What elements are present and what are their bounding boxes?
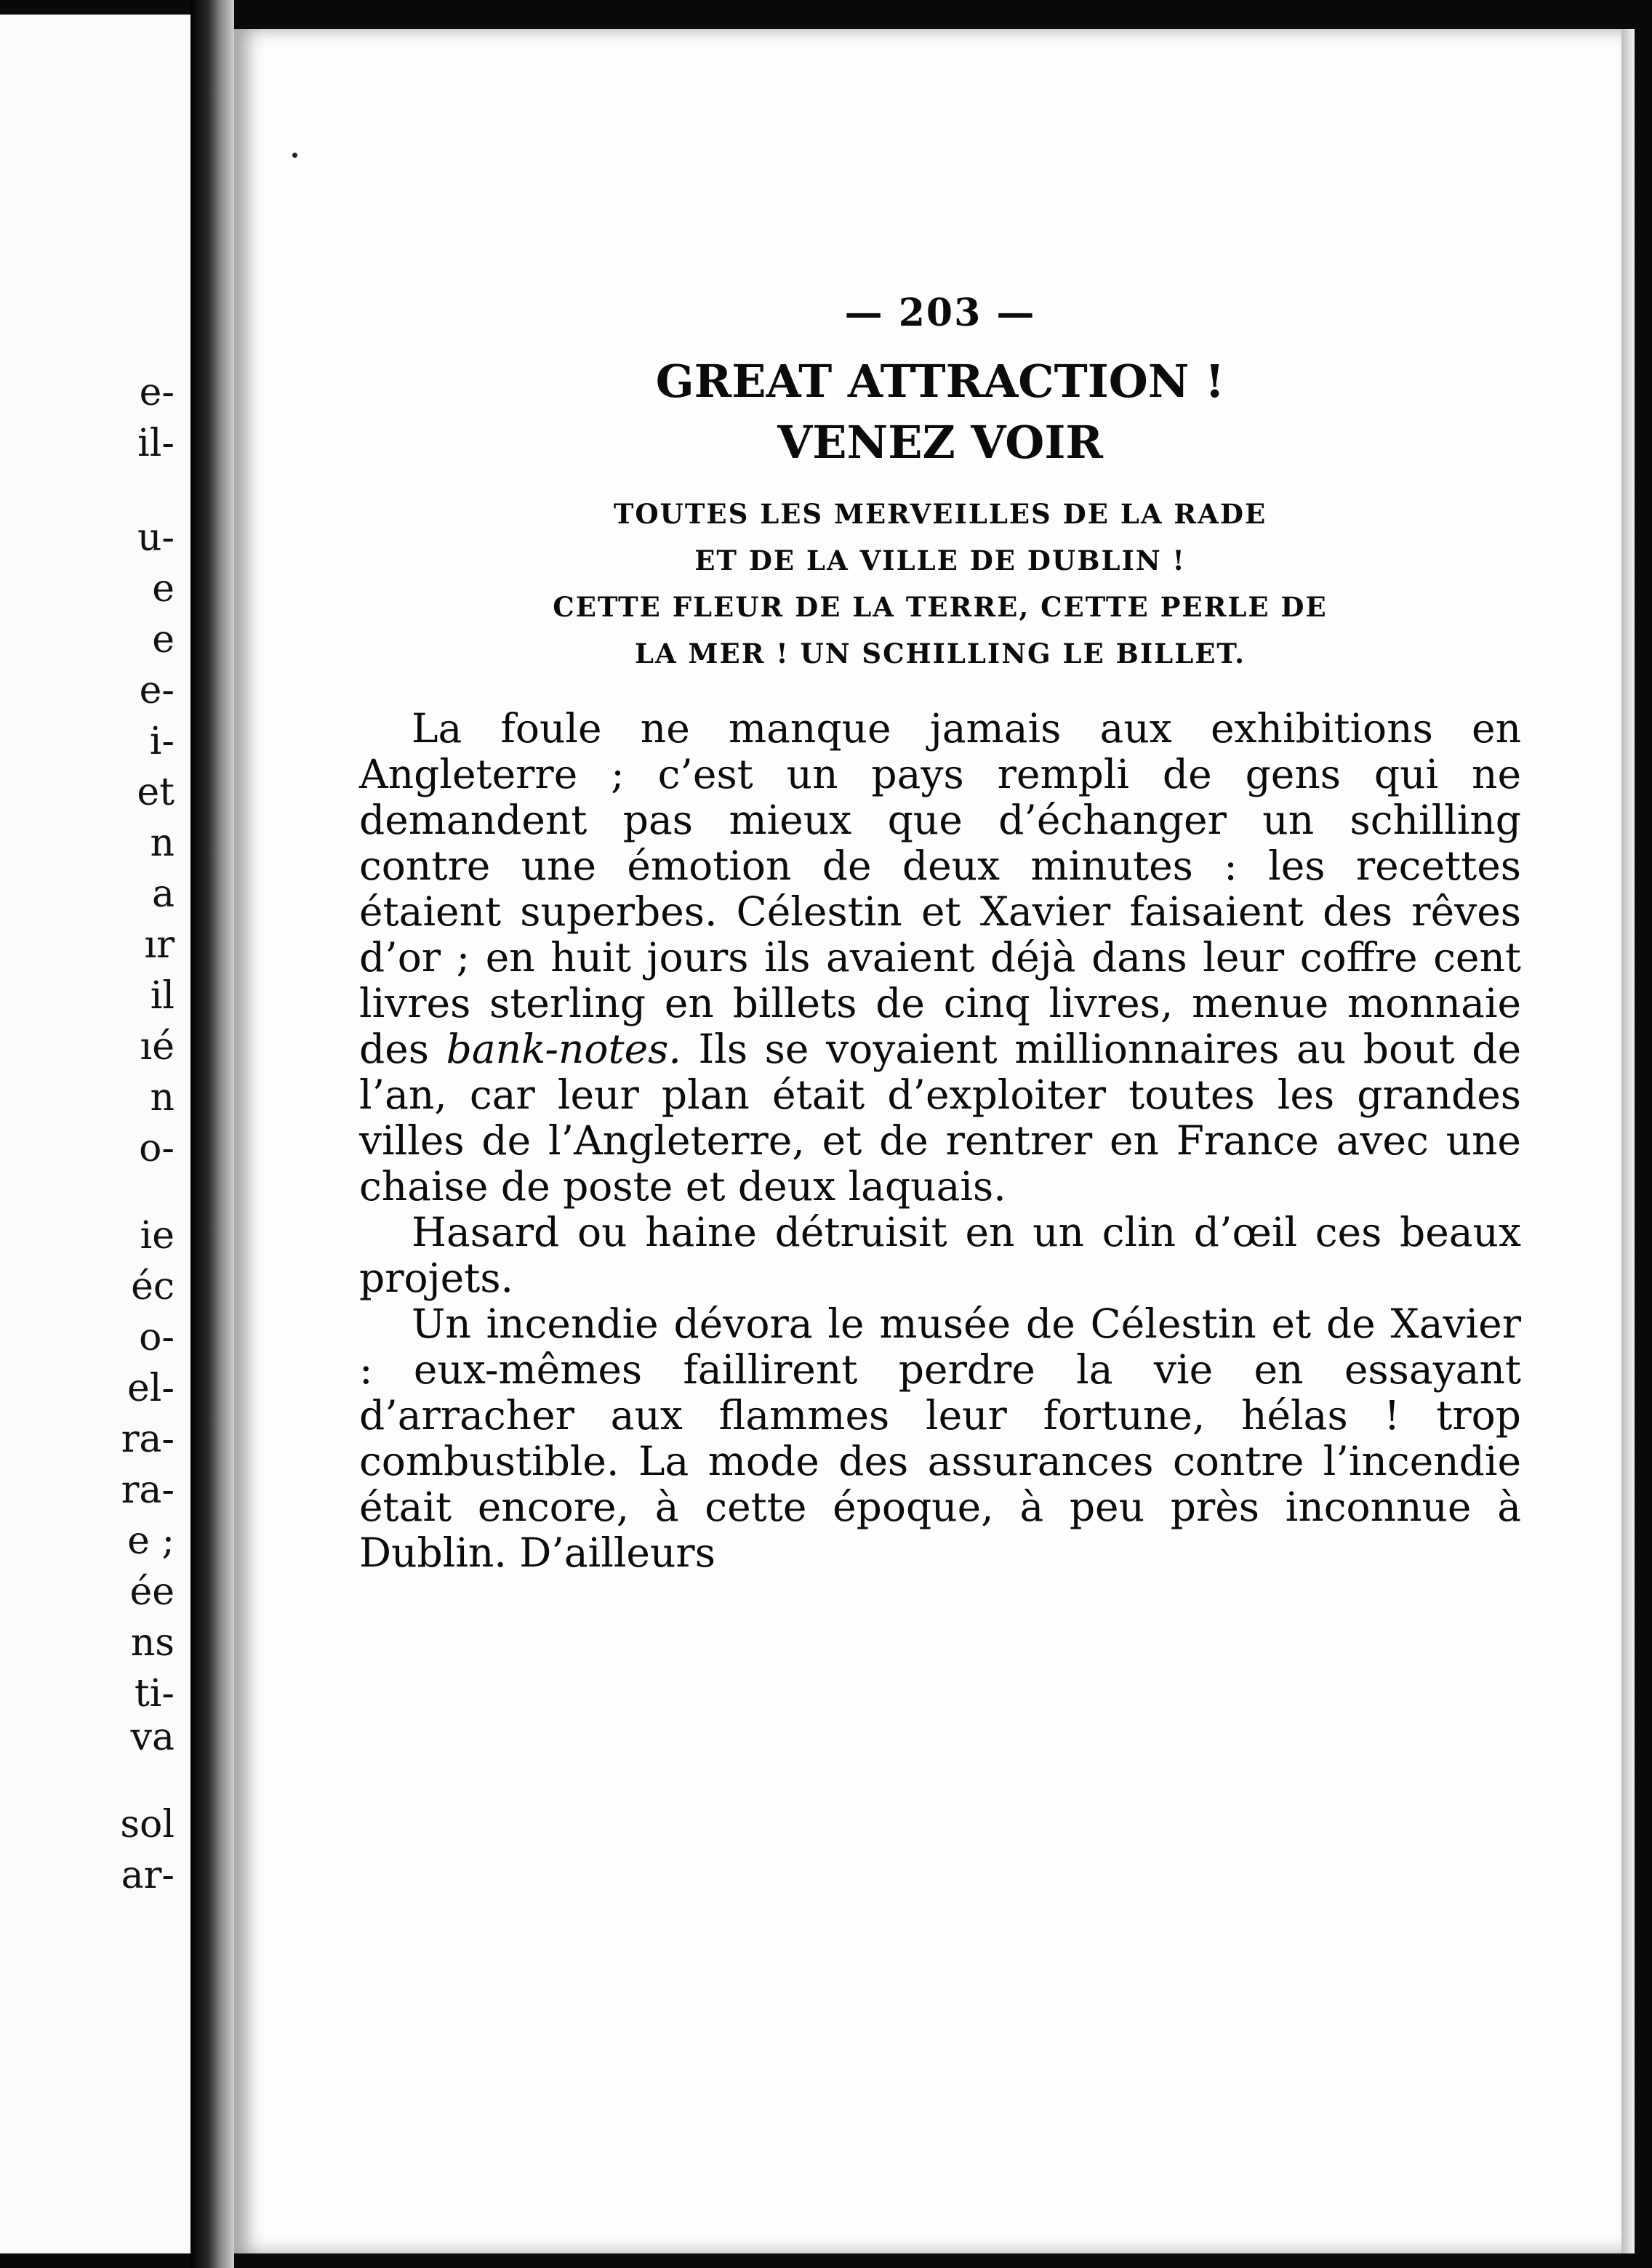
- subheading-line-2: ET DE LA VILLE DE DUBLIN !: [694, 544, 1186, 576]
- left-page-fragment: a: [151, 872, 175, 916]
- page-edge: [1621, 29, 1635, 2253]
- left-page-fragment: n: [150, 821, 175, 865]
- left-page-fragment: ra-: [121, 1418, 175, 1461]
- left-page-fragment: il: [150, 974, 175, 1018]
- book-gutter: [191, 0, 234, 2268]
- paragraph-3: Un incendie dévora le musée de Célestin et de Xavier : eux-mêmes faillirent perdre la vie en essayant d’arracher aux flammes leur fortune, hélas ! trop combustible. La mode des assurances contre l’incendie était encore, à cette époque, à peu près inconnue à Dublin. D’ailleurs: [359, 1300, 1521, 1576]
- page-text-block: [359, 291, 1521, 1576]
- left-page-fragment: ır: [144, 923, 175, 967]
- page-number: — 203 —: [844, 291, 1036, 335]
- left-page-fragment: e ;: [127, 1519, 175, 1563]
- subheading-line-3: CETTE FLEUR DE LA TERRE, CETTE PERLE DE: [553, 591, 1328, 623]
- right-page: [234, 29, 1621, 2253]
- ink-speck: [292, 153, 297, 158]
- left-page-fragment: e-: [139, 371, 175, 414]
- left-page-fragment: ée: [129, 1570, 175, 1614]
- left-page-fragment: ti-: [134, 1672, 175, 1716]
- paragraph-1-text: La foule ne manque jamais aux exhibitions en Angleterre ; c’est un pays rempli de gens qui ne demandent pas mieux que d’échanger un schilling contre une émotion de deux minutes : les recettes étaient superbes. Célestin et Xavier faisaient des rêves d’or ; en huit jours ils avaient déjà dans leur coffre cent livres sterling en billets de cinq livres, menue monnaie des: [359, 705, 1521, 1072]
- left-page-fragment: ar-: [121, 1854, 175, 1897]
- left-page-fragment: ie: [140, 1214, 175, 1258]
- left-page-fragment: u-: [137, 516, 175, 560]
- left-page-fragment: e: [152, 567, 175, 611]
- paragraph-1: [359, 706, 1521, 1210]
- subheading-line-1: TOUTES LES MERVEILLES DE LA RADE: [613, 498, 1267, 530]
- subheading-line-4: LA MER ! UN SCHILLING LE BILLET.: [634, 638, 1246, 669]
- left-page-fragment: va: [130, 1716, 175, 1759]
- left-page-fragment: e: [152, 618, 175, 662]
- left-page-fragment: il-: [137, 422, 175, 465]
- paragraph-1-end: Ils se voyaient millionnaires au bout de l’an, car leur plan était d’exploiter toutes les grandes villes de l’Angleterre, et de rentrer en France avec une chaise de poste et deux laquais.: [359, 1026, 1521, 1210]
- left-page-line-fragments: [0, 15, 175, 2253]
- left-page-fragment: o-: [139, 1127, 175, 1170]
- left-page-fragment: ra-: [121, 1468, 175, 1512]
- left-page-fragment: i-: [149, 720, 175, 763]
- left-facing-page: [0, 15, 191, 2253]
- paragraph-2: Hasard ou haine détruisit en un clin d’œil ces beaux projets.: [359, 1209, 1521, 1301]
- left-page-fragment: sol: [120, 1803, 175, 1846]
- left-page-fragment: o-: [139, 1316, 175, 1359]
- left-page-fragment: et: [137, 771, 175, 814]
- left-page-fragment: el-: [127, 1367, 175, 1410]
- left-page-fragment: n: [150, 1076, 175, 1119]
- left-page-fragment: e-: [139, 669, 175, 712]
- paragraph-1-italic: bank-notes.: [446, 1026, 681, 1072]
- left-page-fragment: ıé: [140, 1025, 175, 1069]
- heading-line-1: GREAT ATTRACTION !: [655, 355, 1225, 408]
- left-page-fragment: ns: [130, 1621, 175, 1665]
- heading-line-2: VENEZ VOIR: [777, 416, 1103, 469]
- left-page-fragment: éc: [131, 1265, 175, 1308]
